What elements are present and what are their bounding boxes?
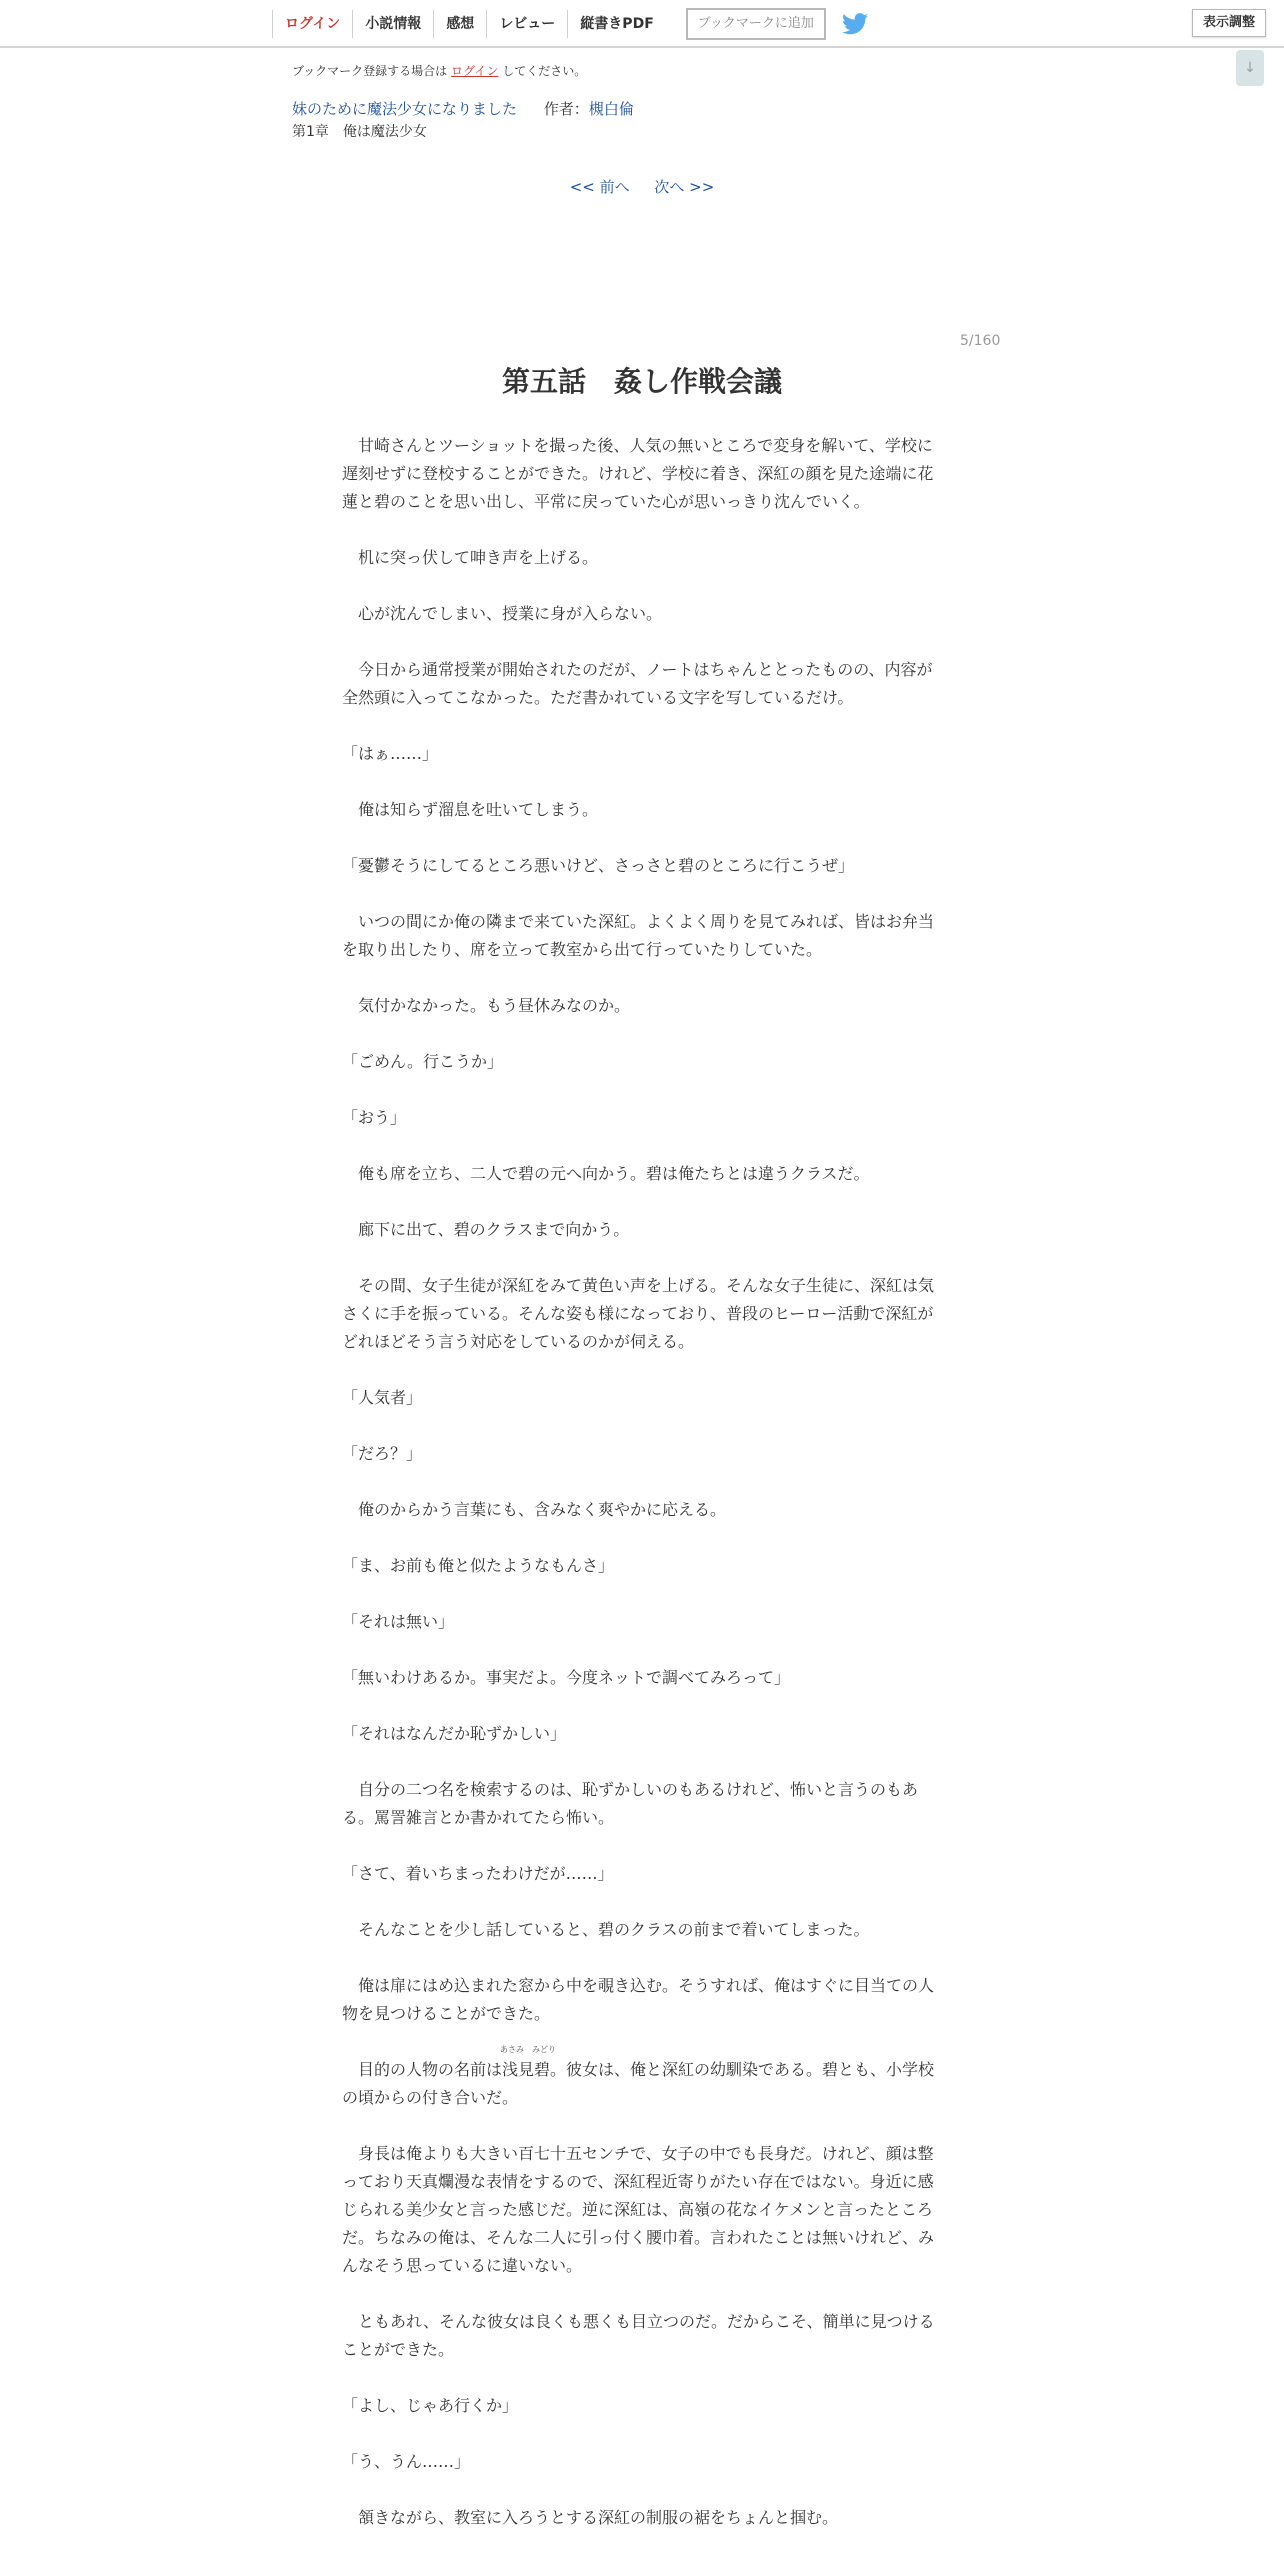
nav-review[interactable]: レビュー bbox=[486, 10, 567, 38]
notice-login-link[interactable]: ログイン bbox=[451, 64, 499, 78]
nav-impressions[interactable]: 感想 bbox=[433, 10, 486, 38]
body-paragraph: 廊下に出て、碧のクラスまで向かう。 bbox=[342, 1220, 630, 1239]
body-paragraph: 「それはなんだか恥ずかしい」 bbox=[342, 1724, 567, 1743]
display-settings-button[interactable]: 表示調整 bbox=[1192, 9, 1266, 37]
body-paragraph: 俺は扉にはめ込まれた窓から中を覗き込む。そうすれば、俺はすぐに目当ての人物を見つけることができた。 bbox=[342, 1976, 935, 2023]
nav-novel-info[interactable]: 小説情報 bbox=[352, 10, 433, 38]
next-page-link[interactable]: 次へ >> bbox=[654, 178, 715, 196]
author-name-link[interactable]: 槻白倫 bbox=[588, 100, 634, 118]
body-paragraph: 俺のからかう言葉にも、含みなく爽やかに応える。 bbox=[342, 1500, 727, 1519]
body-paragraph: 自分の二つ名を検索するのは、恥ずかしいのもあるけれど、怖いと言うのもある。罵詈雑言とか書かれてたら怖い。 bbox=[342, 1780, 919, 1827]
ruby-base-midori: 碧 bbox=[534, 2060, 551, 2079]
body-paragraph: その間、女子生徒が深紅をみて黄色い声を上げる。そんな女子生徒に、深紅は気さくに手を振っている。そんな姿も様になっており、普段のヒーロー活動で深紅がどれほどそう言う対応をしているのかが伺える。 bbox=[342, 1276, 935, 1351]
ruby-name-midori bbox=[532, 2045, 557, 2079]
body-paragraph: 心が沈んでしまい、授業に身が入らない。 bbox=[342, 604, 663, 623]
chapter-title: 第1章 俺は魔法少女 bbox=[292, 124, 427, 140]
ruby-reading-midori: みどり bbox=[532, 2045, 557, 2054]
author-label: 作者： bbox=[543, 100, 589, 118]
ruby-reading-asami: あさみ bbox=[500, 2045, 525, 2054]
body-paragraph: 俺は知らず溜息を吐いてしまう。 bbox=[342, 800, 599, 819]
body-paragraph: 俺も席を立ち、二人で碧の元へ向かう。碧は俺たちとは違うクラスだ。 bbox=[342, 1164, 870, 1183]
body-paragraph: そんなことを少し話していると、碧のクラスの前まで着いてしまった。 bbox=[342, 1920, 870, 1939]
ruby-name-asami bbox=[500, 2045, 535, 2079]
body-paragraph: ともあれ、そんな彼女は良くも悪くも目立つのだ。だからこそ、簡単に見つけることができた。 bbox=[342, 2312, 935, 2359]
body-paragraph: 「人気者」 bbox=[342, 1388, 423, 1407]
ruby-para-after: 。彼女は、俺と深紅の幼馴染である。碧とも、小学校の頃からの付き合いだ。 bbox=[342, 2060, 935, 2107]
body-paragraph: 「だろ？」 bbox=[342, 1444, 423, 1463]
body-paragraph: 「う、うん……」 bbox=[342, 2452, 471, 2471]
add-bookmark-button[interactable]: ブックマークに追加 bbox=[686, 8, 826, 40]
prev-page-link[interactable]: << 前へ bbox=[569, 178, 630, 196]
notice-text-before: ブックマーク登録する場合は bbox=[292, 64, 448, 78]
novel-info-line bbox=[292, 98, 634, 119]
ruby-para-before: 目的の人物の名前は bbox=[342, 2060, 503, 2079]
bookmark-login-notice bbox=[292, 62, 586, 79]
body-paragraph: 「さて、着いちまったわけだが……」 bbox=[342, 1864, 614, 1883]
nav-vertical-pdf[interactable]: 縦書きPDF bbox=[567, 10, 665, 38]
pager bbox=[0, 176, 1284, 197]
scroll-down-tab[interactable]: ↓ bbox=[1236, 50, 1264, 86]
body-paragraph: 身長は俺よりも大きい百七十五センチで、女子の中でも長身だ。けれど、顔は整っており天真爛漫な表情をするので、深紅程近寄りがたい存在ではない。身近に感じられる美少女と言った感じだ。逆に深紅は、高嶺の花なイケメンと言ったところだ。ちなみの俺は、そんな二人に引っ付く腰巾着。言われたことは無いけれど、みんなそう思っているに違いない。 bbox=[342, 2144, 935, 2275]
top-nav-bar bbox=[0, 0, 1284, 48]
body-paragraph-ruby bbox=[342, 2045, 942, 2112]
body-paragraph: 「憂鬱そうにしてるところ悪いけど、さっさと碧のところに行こうぜ」 bbox=[342, 856, 855, 875]
body-paragraph: 「ごめん。行こうか」 bbox=[342, 1052, 503, 1071]
body-paragraph: 「ま、お前も俺と似たようなもんさ」 bbox=[342, 1556, 615, 1575]
page-count: 5/160 bbox=[960, 333, 1001, 349]
body-paragraph: 今日から通常授業が開始されたのだが、ノートはちゃんととったものの、内容が全然頭に入ってこなかった。ただ書かれている文字を写しているだけ。 bbox=[342, 660, 933, 707]
body-paragraph: 「それは無い」 bbox=[342, 1612, 455, 1631]
body-paragraph: 「よし、じゃあ行くか」 bbox=[342, 2396, 519, 2415]
novel-body bbox=[342, 432, 942, 2560]
body-paragraph: 甘崎さんとツーショットを撮った後、人気の無いところで変身を解いて、学校に遅刻せずに登校することができた。けれど、学校に着き、深紅の顔を見た途端に花蓮と碧のことを思い出し、平常に戻っていた心が思いっきり沈んでいく。 bbox=[342, 436, 934, 511]
ruby-base-asami: 浅見 bbox=[502, 2060, 535, 2079]
body-paragraph: 頷きながら、教室に入ろうとする深紅の制服の裾をちょんと掴む。 bbox=[342, 2508, 839, 2527]
body-paragraph: いつの間にか俺の隣まで来ていた深紅。よくよく周りを見てみれば、皆はお弁当を取り出したり、席を立って教室から出て行っていたりしていた。 bbox=[342, 912, 935, 959]
body-paragraph: 机に突っ伏して呻き声を上げる。 bbox=[342, 548, 599, 567]
body-paragraph: 「はぁ……」 bbox=[342, 744, 439, 763]
notice-text-after: してください。 bbox=[502, 64, 587, 78]
main-nav bbox=[272, 8, 868, 40]
twitter-bird-icon[interactable] bbox=[842, 13, 868, 35]
nav-login[interactable]: ログイン bbox=[272, 10, 352, 38]
novel-title-link[interactable]: 妹のために魔法少女になりました bbox=[292, 100, 518, 118]
episode-title: 第五話 姦し作戦会議 bbox=[501, 365, 782, 398]
body-paragraph: 気付かなかった。もう昼休みなのか。 bbox=[342, 996, 631, 1015]
body-paragraph: 「無いわけあるか。事実だよ。今度ネットで調べてみろって」 bbox=[342, 1668, 791, 1687]
body-paragraph: 「おう」 bbox=[342, 1108, 407, 1127]
